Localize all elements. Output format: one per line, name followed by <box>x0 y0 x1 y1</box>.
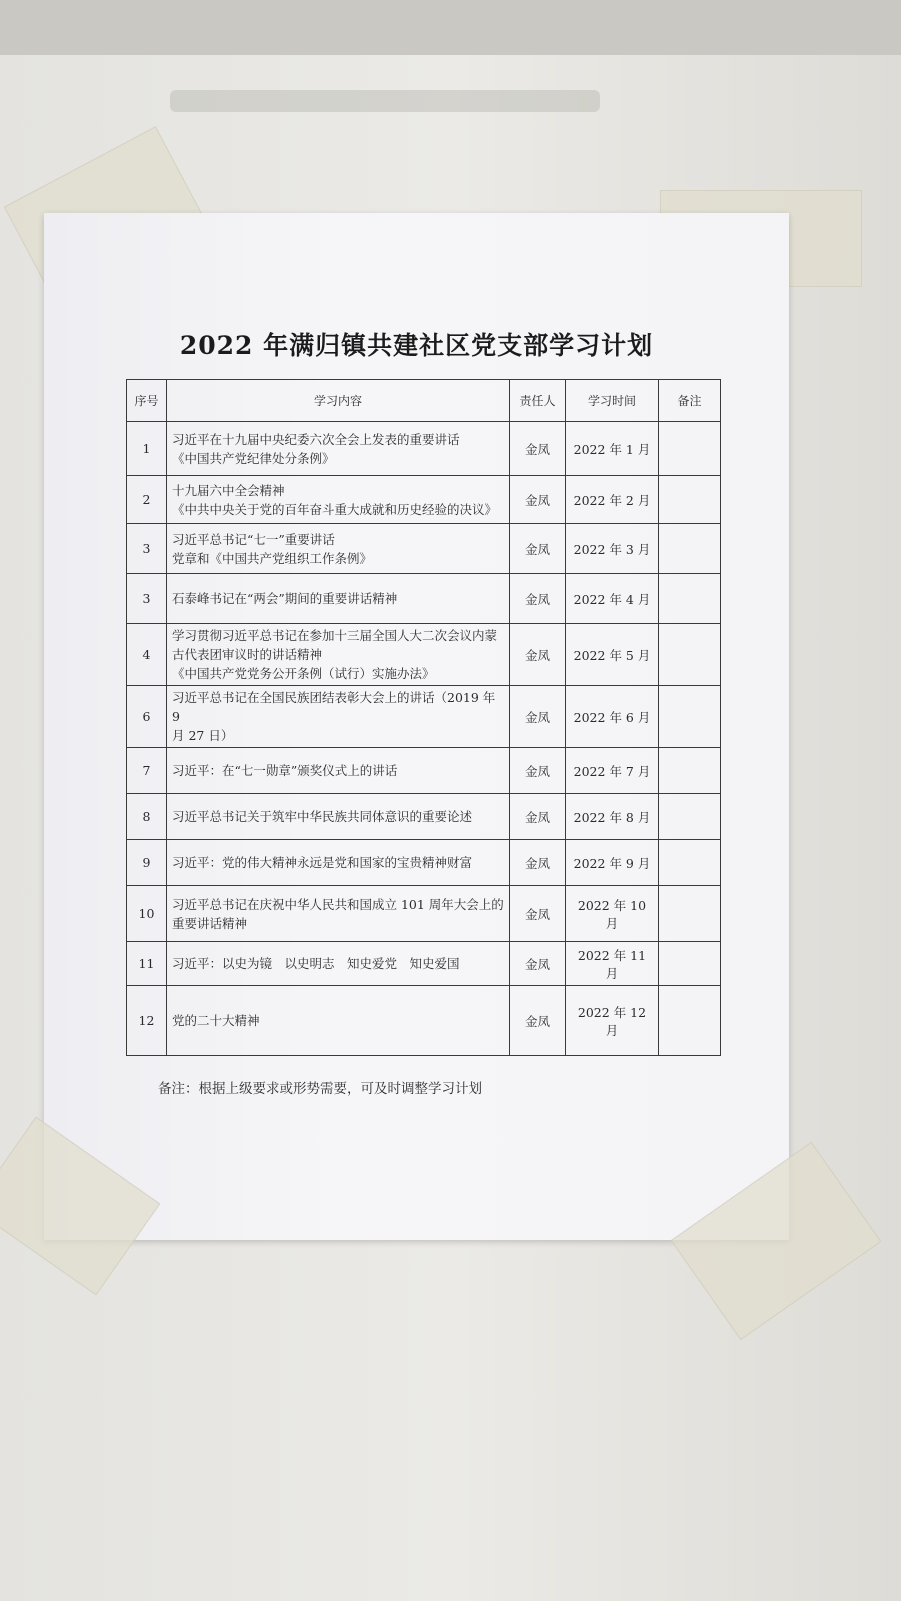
row-number: 3 <box>127 574 167 624</box>
remark <box>659 524 721 574</box>
remark <box>659 422 721 476</box>
table-row <box>127 794 721 840</box>
study-content-line: 习近平：党的伟大精神永远是党和国家的宝贵精神财富 <box>172 855 473 870</box>
study-content-line: 十九届六中全会精神 <box>172 482 285 498</box>
table-row <box>127 574 721 624</box>
remark <box>659 942 721 986</box>
study-content <box>167 422 510 476</box>
study-content <box>167 942 510 986</box>
responsible-person: 金凤 <box>510 794 566 840</box>
responsible-person: 金凤 <box>510 524 566 574</box>
study-content-line: 习近平：在“七一勋章”颁奖仪式上的讲话 <box>172 763 398 778</box>
study-content-line: 《中国共产党党务公开条例（试行）实施办法》 <box>172 666 435 681</box>
remark <box>659 794 721 840</box>
row-number: 7 <box>127 748 167 794</box>
study-content <box>167 686 510 748</box>
study-time: 2022 年 1 月 <box>566 422 659 476</box>
table-header-row <box>127 380 721 422</box>
study-content <box>167 476 510 524</box>
document-title: 2022 年满归镇共建社区党支部学习计划 <box>179 331 654 360</box>
study-content <box>167 748 510 794</box>
row-number: 8 <box>127 794 167 840</box>
header-time: 学习时间 <box>566 380 659 422</box>
study-content <box>167 574 510 624</box>
study-content <box>167 886 510 942</box>
study-content <box>167 840 510 886</box>
study-plan-table <box>126 379 721 1056</box>
study-time: 2022 年 10 月 <box>566 886 659 942</box>
study-time: 2022 年 3 月 <box>566 524 659 574</box>
table-row <box>127 886 721 942</box>
remark <box>659 574 721 624</box>
study-content-line: 重要讲话精神 <box>172 915 248 931</box>
study-time: 2022 年 11 月 <box>566 942 659 986</box>
header-person: 责任人 <box>510 380 566 422</box>
table-row <box>127 422 721 476</box>
study-content-line: 古代表团审议时的讲话精神 <box>172 647 323 662</box>
footnote: 备注：根据上级要求或形势需要，可及时调整学习计划 <box>158 1081 482 1097</box>
study-content-line: 习近平总书记在全国民族团结表彰大会上的讲话（2019 年 9 <box>172 690 496 724</box>
responsible-person: 金凤 <box>510 942 566 986</box>
study-content-line: 《中国共产党纪律处分条例》 <box>172 450 335 466</box>
table-row <box>127 686 721 748</box>
study-content-line: 学习贯彻习近平总书记在参加十三届全国人大二次会议内蒙 <box>172 628 498 643</box>
study-content <box>167 524 510 574</box>
study-content-line: 党的二十大精神 <box>172 1013 260 1028</box>
row-number: 3 <box>127 524 167 574</box>
remark <box>659 986 721 1056</box>
study-content-line: 习近平在十九届中央纪委六次全会上发表的重要讲话 <box>172 431 460 447</box>
wall-top <box>0 0 901 62</box>
table-row <box>127 840 721 886</box>
study-content-line: 习近平总书记关于筑牢中华民族共同体意识的重要论述 <box>172 809 473 824</box>
study-content-line: 习近平总书记“七一”重要讲话 <box>172 531 335 547</box>
study-time: 2022 年 6 月 <box>566 686 659 748</box>
remark <box>659 886 721 942</box>
study-time: 2022 年 8 月 <box>566 794 659 840</box>
table-row <box>127 524 721 574</box>
header-remark: 备注 <box>659 380 721 422</box>
table-row <box>127 748 721 794</box>
study-time: 2022 年 9 月 <box>566 840 659 886</box>
responsible-person: 金凤 <box>510 422 566 476</box>
responsible-person: 金凤 <box>510 476 566 524</box>
responsible-person: 金凤 <box>510 574 566 624</box>
row-number: 6 <box>127 686 167 748</box>
responsible-person: 金凤 <box>510 840 566 886</box>
remark <box>659 476 721 524</box>
remark <box>659 840 721 886</box>
responsible-person: 金凤 <box>510 624 566 686</box>
remark <box>659 686 721 748</box>
posted-sheet <box>44 213 789 1240</box>
row-number: 2 <box>127 476 167 524</box>
table-row <box>127 476 721 524</box>
responsible-person: 金凤 <box>510 686 566 748</box>
study-content <box>167 794 510 840</box>
study-time: 2022 年 12 月 <box>566 986 659 1056</box>
remark <box>659 748 721 794</box>
table-row <box>127 986 721 1056</box>
study-time: 2022 年 7 月 <box>566 748 659 794</box>
row-number: 9 <box>127 840 167 886</box>
responsible-person: 金凤 <box>510 748 566 794</box>
responsible-person: 金凤 <box>510 886 566 942</box>
wall-smudge <box>170 90 600 112</box>
study-content <box>167 624 510 686</box>
study-content <box>167 986 510 1056</box>
row-number: 10 <box>127 886 167 942</box>
study-content-line: 《中共中央关于党的百年奋斗重大成就和历史经验的决议》 <box>172 501 498 517</box>
row-number: 11 <box>127 942 167 986</box>
header-no: 序号 <box>127 380 167 422</box>
study-time: 2022 年 5 月 <box>566 624 659 686</box>
row-number: 12 <box>127 986 167 1056</box>
responsible-person: 金凤 <box>510 986 566 1056</box>
study-content-line: 习近平总书记在庆祝中华人民共和国成立 101 周年大会上的 <box>172 896 504 912</box>
study-content-line: 习近平：以史为镜 以史明志 知史爱党 知史爱国 <box>172 956 460 971</box>
study-content-line: 石泰峰书记在“两会”期间的重要讲话精神 <box>172 591 398 606</box>
study-time: 2022 年 4 月 <box>566 574 659 624</box>
row-number: 4 <box>127 624 167 686</box>
header-content: 学习内容 <box>167 380 510 422</box>
study-time: 2022 年 2 月 <box>566 476 659 524</box>
remark <box>659 624 721 686</box>
table-row <box>127 942 721 986</box>
table-row <box>127 624 721 686</box>
study-content-line: 月 27 日） <box>172 728 234 743</box>
row-number: 1 <box>127 422 167 476</box>
study-content-line: 党章和《中国共产党组织工作条例》 <box>172 550 373 566</box>
